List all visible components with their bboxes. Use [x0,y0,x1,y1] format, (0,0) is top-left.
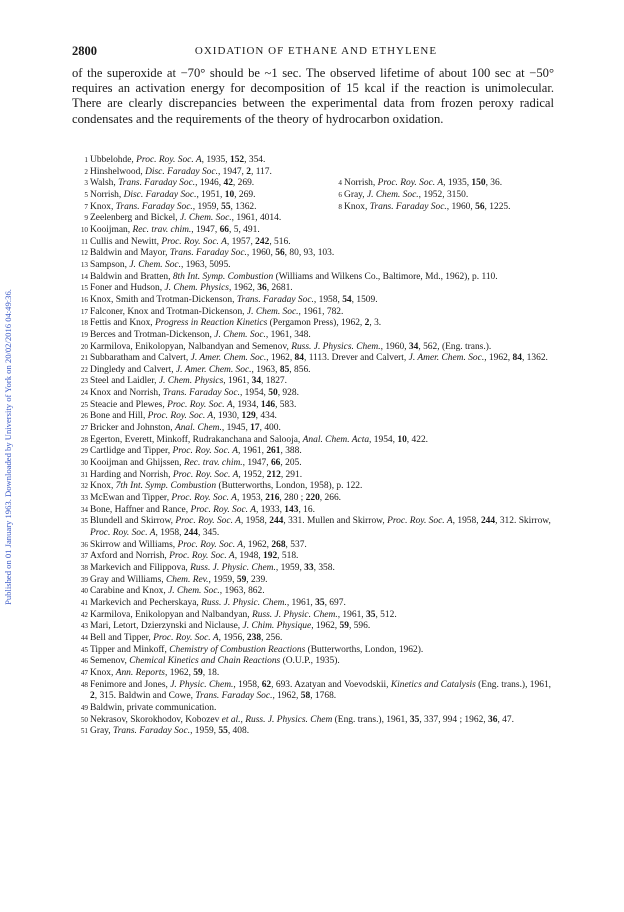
reference-text: Karmilova, Enikolopyan and Nalbandyan, Russ. J. Physic. Chem., 1961, 35, 512. [90,609,397,620]
reference-item [72,353,556,365]
reference-item [72,505,556,517]
reference-text: Walsh, Trans. Faraday Soc., 1946, 42, 269. [90,178,255,189]
reference-item [72,225,556,237]
reference-text: Knox, 7th Int. Symp. Combustion (Butterworths, London, 1958), p. 122. [90,481,363,492]
reference-number: 42 [80,610,88,619]
reference-item [72,563,556,575]
reference-item [72,411,556,423]
reference-number: 31 [80,470,88,479]
reference-item [72,481,556,493]
reference-item [72,400,556,412]
reference-text: Harding and Norrish, Proc. Roy. Soc. A, 1952, 212, 291. [90,469,303,480]
reference-number: 4 [338,179,342,188]
reference-text: Egerton, Everett, Minkoff, Rudrakanchana and Salooja, Anal. Chem. Acta, 1954, 10, 422. [90,434,429,445]
reference-number: 37 [80,552,88,561]
body-paragraph: of the superoxide at −70° should be ~1 sec. The observed lifetime of about 100 sec at −50° requires an activation energy for decomposition of 15 kcal if the reaction is unimolecular. There are clearly discrepancies between the experimental data from frozen peroxy radical condensates and the requirements of the theory of hydrocarbon oxidation. [72,66,554,126]
reference-number: 14 [80,272,88,281]
reference-number: 13 [80,260,88,269]
reference-text: Markevich and Pecherskaya, Russ. J. Physic. Chem., 1961, 35, 697. [90,597,346,608]
reference-text: Bone and Hill, Proc. Roy. Soc. A, 1930, 129, 434. [90,411,277,422]
page-number: 2800 [72,44,97,58]
reference-number: 22 [80,365,88,374]
reference-item [72,470,556,482]
reference-item [72,633,556,645]
reference-item [72,295,556,307]
reference-text: Hinshelwood, Disc. Faraday Soc., 1947, 2, 117. [90,166,272,177]
reference-item [72,668,556,680]
reference-number: 8 [338,202,342,211]
reference-number: 39 [80,575,88,584]
reference-number: 26 [80,412,88,421]
reference-number: 25 [80,400,88,409]
reference-number: 33 [80,494,88,503]
reference-number: 49 [80,703,88,712]
reference-text: Cartlidge and Tipper, Proc. Roy. Soc. A, 1961, 261, 388. [90,446,302,457]
reference-number: 19 [80,330,88,339]
reference-text: Tipper and Minkoff, Chemistry of Combustion Reactions (Butterworths, London, 1962). [90,644,424,655]
reference-number: 16 [80,295,88,304]
reference-text: Norrish, Proc. Roy. Soc. A, 1935, 150, 36. [344,178,503,189]
reference-text: Ubbelohde, Proc. Roy. Soc. A, 1935, 152, 354. [90,155,266,165]
reference-number: 12 [80,249,88,258]
reference-text: Sampson, J. Chem. Soc., 1963, 5095. [90,259,231,270]
reference-item [72,376,556,388]
reference-item [72,645,556,657]
reference-number: 27 [80,424,88,433]
reference-number: 11 [81,237,88,246]
reference-number: 5 [84,190,88,199]
reference-text: Baldwin and Mayor, Trans. Faraday Soc., 1960, 56, 80, 93, 103. [90,248,335,259]
reference-item [326,202,510,214]
reference-text: Fettis and Knox, Progress in Reaction Kinetics (Pergamon Press), 1962, 2, 3. [90,318,382,329]
reference-text: Gray, J. Chem. Soc., 1952, 3150. [344,189,469,200]
reference-text: Zeelenberg and Bickel, J. Chem. Soc., 1961, 4014. [90,213,282,224]
reference-number: 6 [338,190,342,199]
reference-item [72,260,556,272]
reference-text: Bricker and Johnston, Anal. Chem., 1945, 17, 400. [90,423,281,434]
reference-item [72,446,556,458]
reference-number: 30 [80,459,88,468]
reference-text: Gray and Williams, Chem. Rev., 1959, 59, 239. [90,574,268,585]
reference-text: Gray, Trans. Faraday Soc., 1959, 55, 408. [90,726,250,737]
reference-number: 21 [80,354,88,363]
reference-item [326,178,502,190]
reference-item [72,551,556,563]
reference-text: Norrish, Disc. Faraday Soc., 1951, 10, 269. [90,189,256,200]
reference-number: 41 [80,598,88,607]
reference-text: Knox, Trans. Faraday Soc., 1959, 55, 1362. [90,201,257,212]
reference-item [72,178,326,190]
reference-text: Kooijman and Ghijssen, Rec. trav. chim., 1947, 66, 205. [90,458,302,469]
reference-number: 23 [80,377,88,386]
reference-text: Knox, Trans. Faraday Soc., 1960, 56, 1225. [344,201,511,212]
reference-item [72,458,556,470]
reference-number: 7 [84,202,88,211]
reference-number: 50 [80,715,88,724]
reference-text: Berces and Trotman-Dickenson, J. Chem. Soc., 1961, 348. [90,329,311,340]
reference-item [72,435,556,447]
reference-number: 17 [80,307,88,316]
reference-item [72,283,556,295]
reference-text: Fenimore and Jones, J. Physic. Chem., 1958, 62, 693. Azatyan and Voevodskii, Kinetics and Catalysis (Eng. trans.), 1961, 2, 315. Baldwin and Cowe, Trans. Faraday Soc., 1962, 58, 1768. [90,679,552,702]
reference-text: Semenov, Chemical Kinetics and Chain Reactions (O.U.P., 1935). [90,656,340,667]
reference-item [72,715,556,727]
reference-item [72,272,556,284]
reference-number: 9 [84,214,88,223]
reference-item [72,318,556,330]
reference-number: 40 [80,587,88,596]
reference-text: Steel and Laidler, J. Chem. Physics, 1961, 34, 1827. [90,376,287,387]
download-watermark: Published on 01 January 1963. Downloaded by University of York on 20/02/2016 04:49:36. [3,289,13,605]
reference-number: 28 [80,435,88,444]
reference-text: Nekrasov, Skorokhodov, Kobozev et al., Russ. J. Physics. Chem (Eng. trans.), 1961, 35, 337, 994 ; 1962, 36, 47. [90,714,514,725]
reference-item [72,610,556,622]
reference-text: Karmilova, Enikolopyan, Nalbandyan and Semenov, Russ. J. Physics. Chem., 1960, 34, 562, (Eng. trans.). [90,341,492,352]
reference-item [72,248,556,260]
reference-number: 36 [80,540,88,549]
reference-number: 29 [80,447,88,456]
reference-text: Falconer, Knox and Trotman-Dickenson, J. Chem. Soc., 1961, 782. [90,306,344,317]
reference-item [72,621,556,633]
reference-number: 34 [80,505,88,514]
reference-item [72,516,556,539]
reference-item [72,703,556,715]
reference-item [72,342,556,354]
reference-text: Mari, Letort, Dzierzynski and Niclause, J. Chim. Physique, 1962, 59, 596. [90,621,371,632]
reference-item [72,575,556,587]
reference-item [72,330,556,342]
reference-number: 15 [80,284,88,293]
reference-list [72,155,556,738]
reference-item [72,190,326,202]
reference-number: 35 [80,517,88,526]
reference-number: 45 [80,645,88,654]
reference-text: McEwan and Tipper, Proc. Roy. Soc. A, 1953, 216, 280 ; 220, 266. [90,493,342,504]
reference-item [326,190,468,202]
reference-number: 10 [80,225,88,234]
reference-item [72,493,556,505]
reference-number: 20 [80,342,88,351]
reference-text: Knox, Ann. Reports, 1962, 59, 18. [90,667,220,678]
reference-text: Knox and Norrish, Trans. Faraday Soc., 1954, 50, 928. [90,388,299,399]
reference-item [72,656,556,668]
reference-text: Carabine and Knox, J. Chem. Soc., 1963, 862. [90,586,265,597]
reference-item [72,213,556,225]
reference-text: Kooijman, Rec. trav. chim., 1947, 66, 5, 491. [90,224,260,235]
reference-item [72,307,556,319]
reference-item [72,388,556,400]
running-head: OXIDATION OF ETHANE AND ETHYLENE [194,45,438,57]
reference-item [72,365,556,377]
reference-item [72,680,556,703]
reference-item [72,155,556,167]
reference-number: 44 [80,633,88,642]
reference-text: Axford and Norrish, Proc. Roy. Soc. A, 1948, 192, 518. [90,551,299,562]
reference-number: 1 [84,156,88,164]
reference-number: 46 [80,657,88,666]
reference-number: 38 [80,563,88,572]
reference-number: 48 [80,680,88,689]
reference-number: 24 [80,389,88,398]
reference-text: Bone, Haffner and Rance, Proc. Roy. Soc. A, 1933, 143, 16. [90,504,315,515]
reference-number: 51 [80,727,88,736]
reference-item [72,598,556,610]
reference-text: Markevich and Filippova, Russ. J. Physic. Chem., 1959, 33, 358. [90,562,335,573]
reference-item [72,423,556,435]
reference-text: Skirrow and Williams, Proc. Roy. Soc. A, 1962, 268, 537. [90,539,307,550]
reference-row [72,202,556,214]
reference-text: Bell and Tipper, Proc. Roy. Soc. A, 1956, 238, 256. [90,632,283,643]
reference-item [72,202,326,214]
reference-item [72,540,556,552]
reference-text: Blundell and Skirrow, Proc. Roy. Soc. A, 1958, 244, 331. Mullen and Skirrow, Proc. Roy. Soc. A, 1958, 244, 312. Skirrow, Proc. Roy. Soc. A, 1958, 244, 345. [90,516,551,538]
reference-text: Foner and Hudson, J. Chem. Physics, 1962, 36, 2681. [90,283,293,294]
reference-number: 32 [80,482,88,491]
reference-number: 2 [84,167,88,176]
reference-number: 43 [80,622,88,631]
reference-number: 18 [80,319,88,328]
reference-text: Knox, Smith and Trotman-Dickenson, Trans. Faraday Soc., 1958, 54, 1509. [90,294,378,305]
reference-item [72,167,556,179]
reference-text: Subbaratham and Calvert, J. Amer. Chem. Soc., 1962, 84, 1113. Drever and Calvert, J. Amer. Chem. Soc., 1962, 84, 1362. [90,353,548,364]
reference-text: Steacie and Plewes, Proc. Roy. Soc. A, 1934, 146, 583. [90,399,297,410]
reference-number: 3 [84,179,88,188]
page-header [72,44,560,60]
reference-item [72,726,556,738]
reference-number: 47 [80,668,88,677]
reference-text: Baldwin and Bratten, 8th Int. Symp. Combustion (Williams and Wilkens Co., Baltimore, Md., 1962), p. 110. [90,271,498,282]
reference-text: Cullis and Newitt, Proc. Roy. Soc. A, 1957, 242, 516. [90,236,291,247]
reference-item [72,237,556,249]
reference-text: Baldwin, private communication. [90,702,217,713]
reference-text: Dingledy and Calvert, J. Amer. Chem. Soc., 1963, 85, 856. [90,364,311,375]
reference-row [72,190,556,202]
reference-item [72,586,556,598]
reference-row [72,178,556,190]
